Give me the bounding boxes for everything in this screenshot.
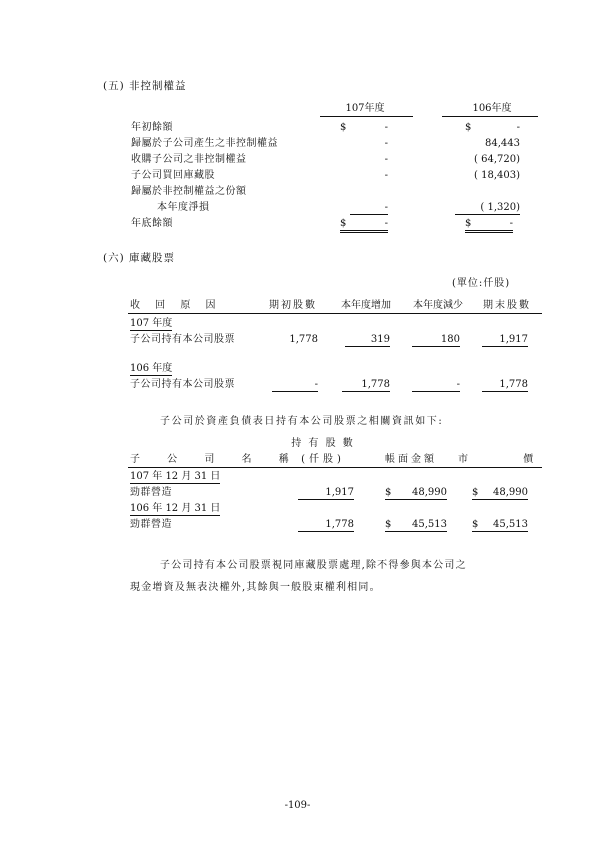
value-107: - <box>384 154 388 165</box>
note-paragraph-line2: 現金增資及無表決權外,其餘與一般股東權利相同。 <box>130 582 381 593</box>
section-6-heading: (六) 庫藏股票 <box>103 252 176 264</box>
shares-held: 1,778 <box>298 519 354 532</box>
page-number: -109- <box>284 800 311 811</box>
row-label: 子公司持有本公司股票 <box>130 379 235 390</box>
row-label: 子公司持有本公司股票 <box>130 334 235 345</box>
row-label: 年底餘額 <box>131 218 173 229</box>
row-label: 勁群營造 <box>130 519 172 530</box>
note-paragraph-line1: 子公司持有本公司股票視同庫藏股票處理,除不得參與本公司之 <box>160 560 467 571</box>
th2-shares: (仟股) <box>301 454 345 465</box>
th-decrease: 本年度減少 <box>413 300 463 311</box>
col-107-header: 107年度 <box>345 103 385 114</box>
col-106-header: 106年度 <box>472 103 512 114</box>
col-107-rule <box>320 116 413 117</box>
th2-market-value: 市 價 <box>458 454 560 465</box>
increase-shares: 319 <box>345 334 390 347</box>
opening-shares: 1,778 <box>289 334 318 345</box>
closing-shares: 1,917 <box>482 334 528 347</box>
closing-shares: 1,778 <box>482 379 528 392</box>
th-increase: 本年度增加 <box>341 300 391 311</box>
value-107-total: $ - <box>340 218 388 233</box>
row-label: 歸屬於非控制權益之份額 <box>131 186 247 197</box>
row-label: 本年度淨損 <box>157 202 210 213</box>
value-106-total: $ - <box>465 218 513 233</box>
decrease-shares: 180 <box>412 334 460 347</box>
th2-shares-top: 持 有 股 數 <box>291 438 355 449</box>
col-106-rule <box>442 116 538 117</box>
row-label: 子公司買回庫藏股 <box>131 170 215 181</box>
value-106: ( 1,320) <box>455 202 520 215</box>
row-label: 收購子公司之非控制權益 <box>131 154 247 165</box>
th-closing: 期末股數 <box>483 300 531 311</box>
date-label: 106 年 12 月 31 日 <box>130 503 221 514</box>
opening-shares: - <box>272 379 318 392</box>
decrease-shares: - <box>412 379 460 392</box>
year-label: 106 年度 <box>130 363 173 374</box>
book-value: $ 45,513 <box>385 519 447 530</box>
value-107: - <box>384 138 388 149</box>
value-107: $ - <box>340 122 388 133</box>
row-label: 勁群營造 <box>130 487 172 498</box>
value-106: ( 18,403) <box>474 170 520 181</box>
row-label: 歸屬於子公司產生之非控制權益 <box>131 138 278 149</box>
th2-subsidiary: 子 公 司 名 稱 <box>130 454 301 465</box>
th-opening: 期初股數 <box>269 300 317 311</box>
year-label: 107 年度 <box>130 318 173 329</box>
shares-held: 1,917 <box>298 487 354 500</box>
section-5-heading: (五) 非控制權益 <box>103 80 187 92</box>
header-rule <box>128 313 542 314</box>
value-106: $ - <box>465 122 520 133</box>
unit-note: (單位:仟股) <box>452 278 511 289</box>
date-label: 107 年 12 月 31 日 <box>130 471 221 482</box>
increase-shares: 1,778 <box>342 379 390 392</box>
th-reason: 收 回 原 因 <box>130 300 222 311</box>
row-label: 年初餘額 <box>131 122 173 133</box>
value-107: - <box>384 170 388 181</box>
th2-book-value: 帳面金額 <box>385 454 437 465</box>
book-value: $ 48,990 <box>385 487 447 498</box>
header2-rule <box>128 467 542 468</box>
value-106: ( 64,720) <box>474 154 520 165</box>
market-value: $ 48,990 <box>472 487 528 498</box>
value-107: - <box>350 202 388 215</box>
holdings-intro: 子公司於資產負債表日持有本公司股票之相關資訊如下: <box>160 416 444 427</box>
market-value: $ 45,513 <box>472 519 528 530</box>
value-106: 84,443 <box>485 138 520 149</box>
